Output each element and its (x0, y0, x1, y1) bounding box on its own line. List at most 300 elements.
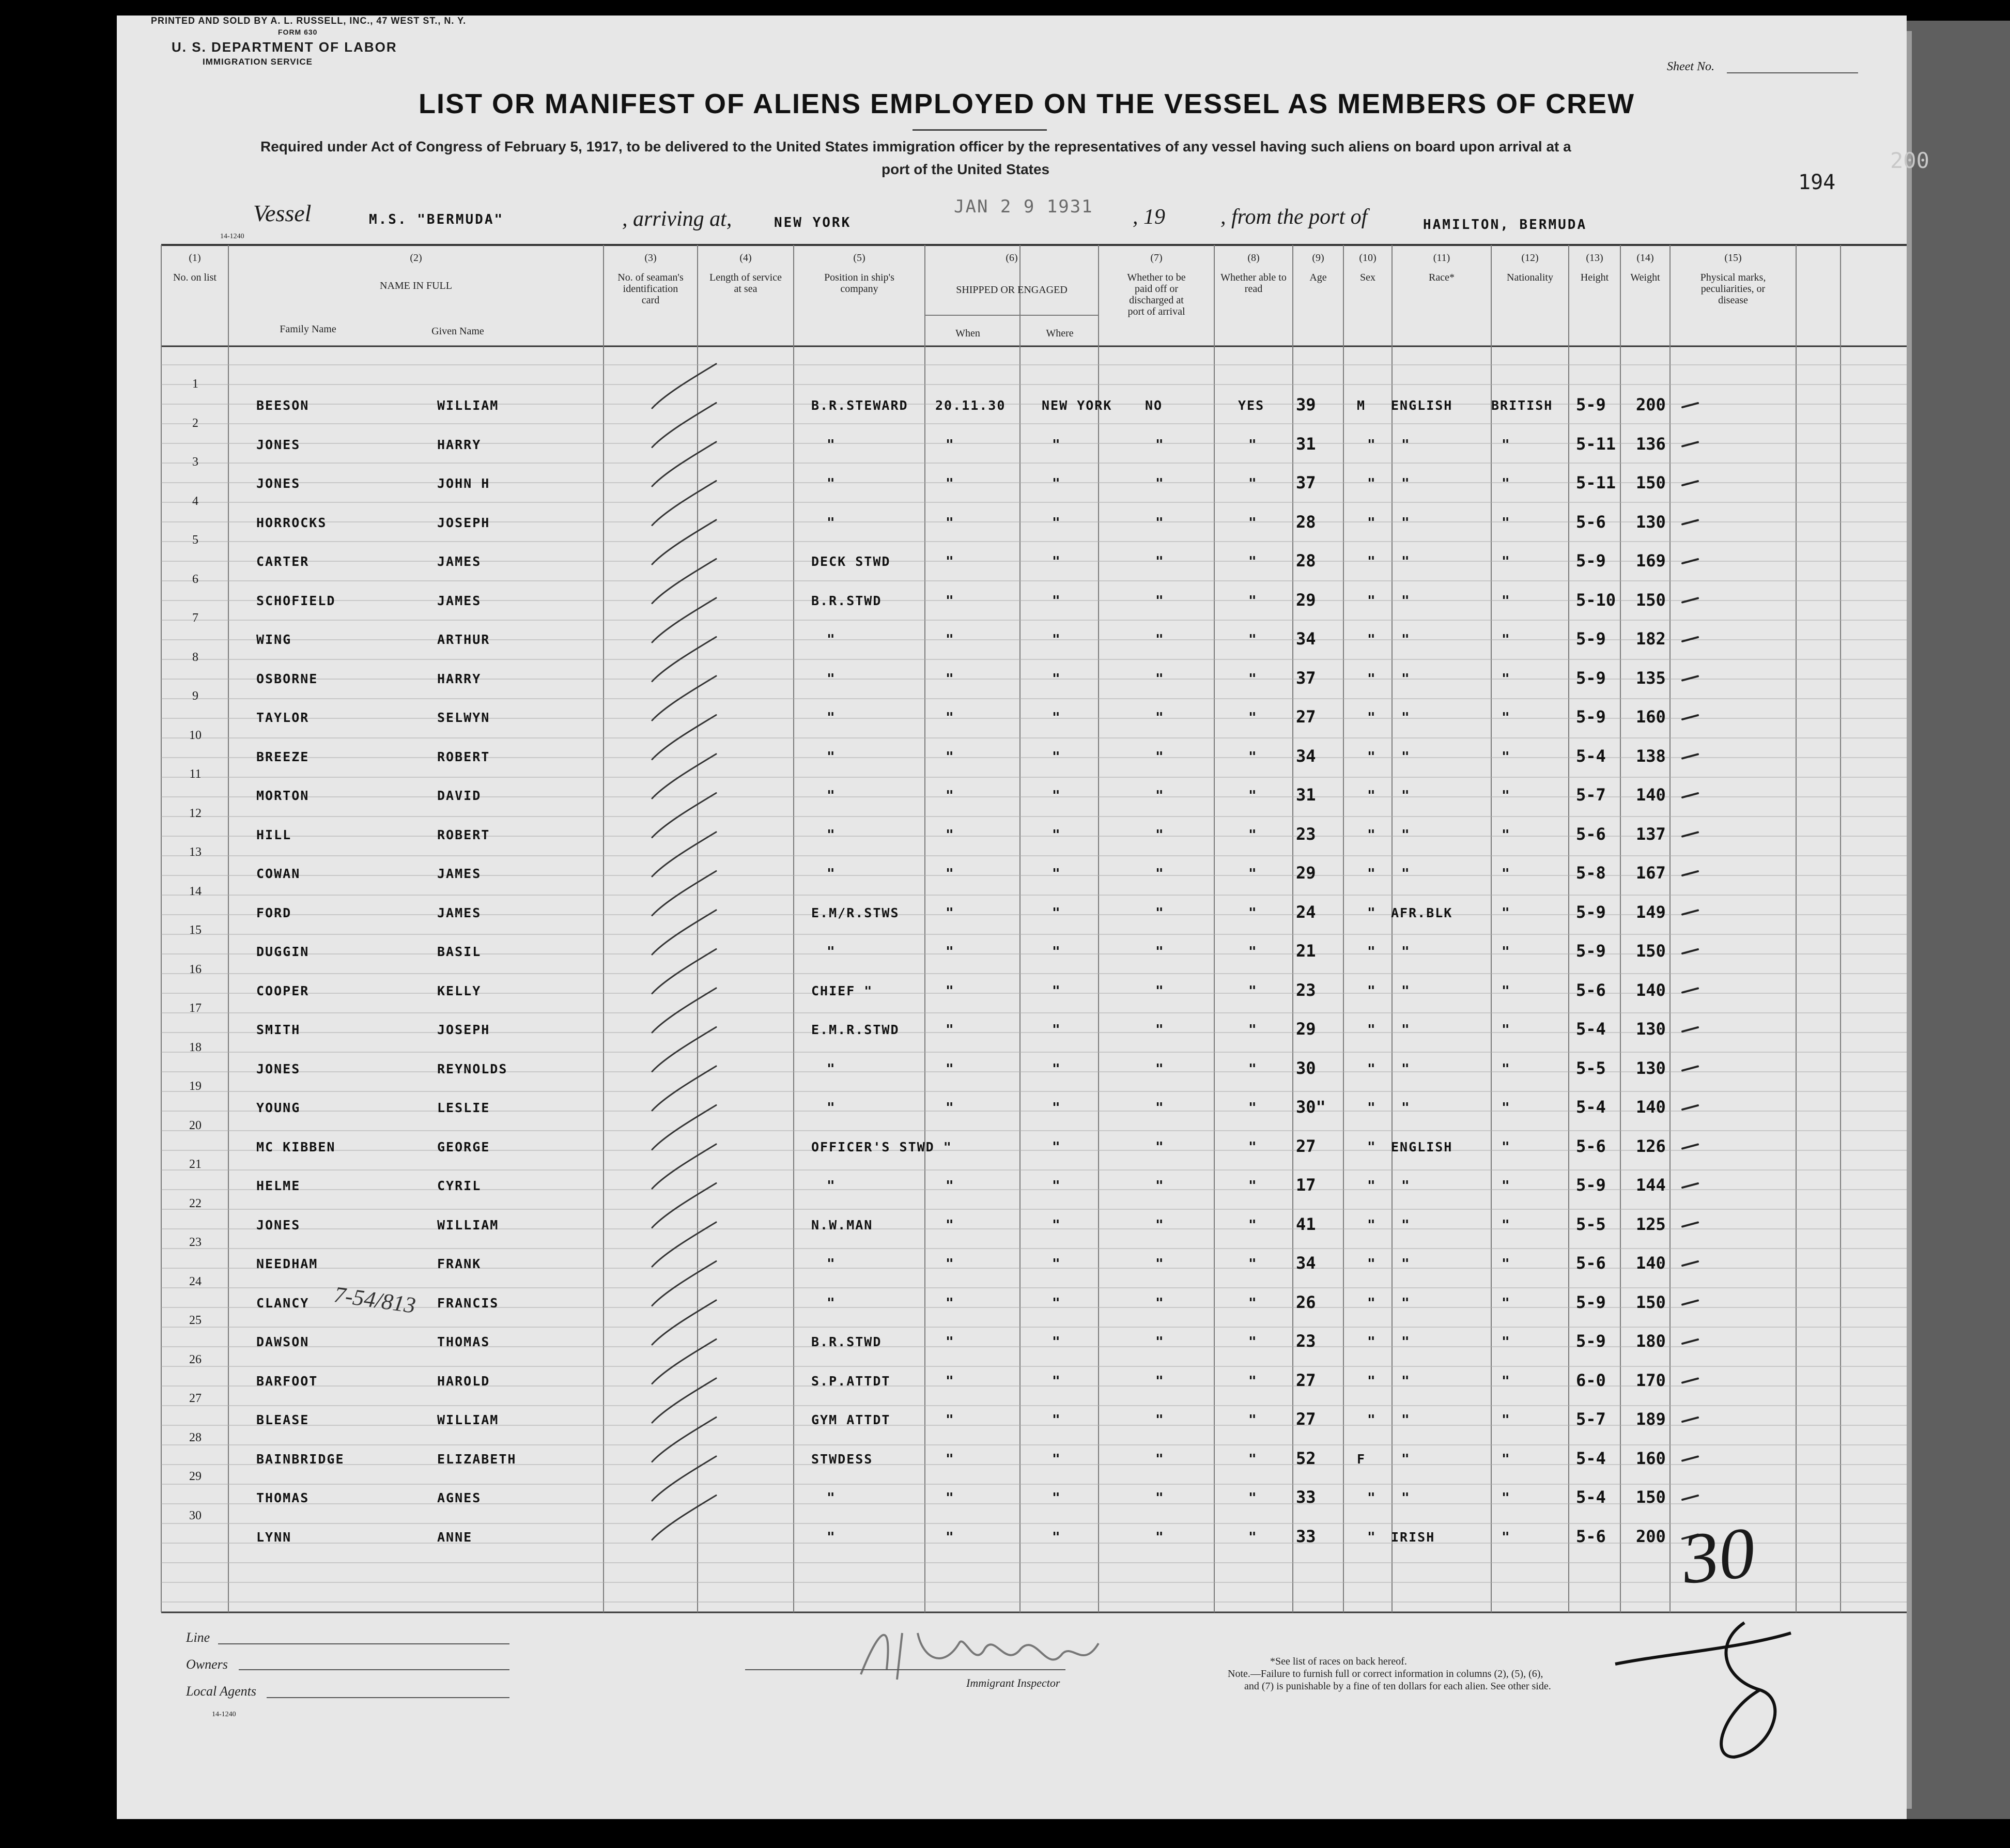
cell-position: " (827, 710, 835, 726)
cell-given: ROBERT (437, 827, 490, 842)
cell-race: " (1401, 983, 1410, 999)
cell-sex: " (1367, 554, 1375, 569)
cell-age: 41 (1296, 1214, 1316, 1234)
cell-race: " (1401, 1451, 1410, 1467)
column-number-8: (8) (1247, 252, 1260, 264)
cell-paid: " (1155, 554, 1164, 569)
cell-read: " (1248, 749, 1257, 765)
cell-nationality: " (1502, 1373, 1510, 1389)
cell-age: 34 (1296, 1253, 1316, 1273)
cell-family: LYNN (256, 1529, 292, 1545)
cell-paid: " (1155, 866, 1164, 882)
column-number-9: (9) (1312, 252, 1324, 264)
cell-nationality: " (1502, 515, 1510, 531)
cell-given: JAMES (437, 905, 482, 920)
cell-given: REYNOLDS (437, 1061, 508, 1076)
cell-position: " (827, 866, 835, 882)
cell-height: 5-6 (1576, 1136, 1606, 1156)
cell-paid: " (1155, 632, 1164, 648)
cell-family: YOUNG (256, 1100, 301, 1115)
cell-paid: " (1155, 827, 1164, 843)
cell-given: JAMES (437, 593, 482, 608)
cell-age: 52 (1296, 1448, 1316, 1468)
cell-when: " (946, 671, 954, 687)
row-number: 6 (192, 572, 198, 586)
cell-given: HARRY (437, 671, 482, 686)
cell-nationality: " (1502, 1139, 1510, 1155)
cell-read: YES (1238, 398, 1265, 413)
cell-position: " (827, 1061, 835, 1077)
cell-where: " (1052, 905, 1060, 921)
cell-weight: 140 (1636, 1097, 1666, 1117)
cell-position: " (827, 671, 835, 687)
subtitle-line-2: port of the United States (882, 161, 1050, 177)
agents-underline (267, 1697, 509, 1698)
cell-when: " (946, 1022, 954, 1038)
cell-race: " (1401, 1178, 1410, 1194)
cell-when: " (946, 944, 954, 960)
when-header: When (955, 328, 980, 339)
cell-read: " (1248, 1529, 1257, 1545)
column-header-1: No. on list (173, 272, 217, 283)
cell-family: HILL (256, 827, 292, 842)
cell-sex: " (1367, 476, 1375, 491)
cell-paid: " (1155, 515, 1164, 531)
cell-nationality: " (1502, 944, 1510, 960)
cell-height: 5-4 (1576, 1097, 1606, 1117)
cell-given: ROBERT (437, 749, 490, 764)
title-rule (913, 129, 1047, 131)
cell-read: " (1248, 1490, 1257, 1506)
cell-weight: 150 (1636, 1292, 1666, 1312)
cell-position: " (827, 515, 835, 531)
column-number-11: (11) (1433, 252, 1450, 264)
row-number: 7 (192, 611, 198, 625)
cell-family: JONES (256, 1061, 301, 1076)
footer-form-code: 14-1240 (212, 1711, 236, 1718)
cell-given: THOMAS (437, 1334, 490, 1349)
cell-where: " (1052, 710, 1060, 726)
cell-weight: 170 (1636, 1370, 1666, 1390)
cell-position: " (827, 1178, 835, 1194)
cell-weight: 140 (1636, 1253, 1666, 1273)
cell-sex: " (1367, 788, 1375, 804)
cell-race: " (1401, 593, 1410, 609)
cell-height: 5-9 (1576, 941, 1606, 961)
cell-sex: " (1367, 1178, 1375, 1194)
cell-read: " (1248, 1256, 1257, 1272)
cell-race: " (1401, 671, 1410, 687)
cell-age: 34 (1296, 746, 1316, 766)
row-number: 21 (189, 1158, 202, 1171)
row-number: 13 (189, 845, 202, 859)
cell-sex: " (1367, 671, 1375, 687)
cell-when: " (946, 515, 954, 531)
column-header-9: Age (1309, 272, 1327, 283)
cell-height: 5-6 (1576, 1253, 1606, 1273)
cell-sex: " (1367, 944, 1375, 960)
cell-age: 28 (1296, 512, 1316, 532)
cell-where: " (1052, 1139, 1060, 1155)
cell-family: BARFOOT (256, 1373, 318, 1389)
header-form-code: 14-1240 (220, 233, 244, 240)
row-number: 1 (192, 377, 198, 391)
cell-height: 5-9 (1576, 395, 1606, 414)
cell-paid: " (1155, 905, 1164, 921)
cell-position: DECK STWD (811, 554, 891, 569)
cell-race: " (1401, 1256, 1410, 1272)
cell-position: GYM ATTDT (811, 1412, 891, 1427)
cell-where: " (1052, 1178, 1060, 1194)
cell-race: " (1401, 944, 1410, 960)
cell-nationality: " (1502, 710, 1510, 726)
cell-paid: " (1155, 1100, 1164, 1116)
races-note: *See list of races on back hereof. (1270, 1656, 1407, 1667)
department-label: U. S. DEPARTMENT OF LABOR (172, 39, 397, 55)
cell-position: " (827, 476, 835, 491)
cell-where: " (1052, 1022, 1060, 1038)
cell-weight: 137 (1636, 824, 1666, 844)
cell-age: 33 (1296, 1487, 1316, 1507)
cell-read: " (1248, 515, 1257, 531)
column-number-6: (6) (1006, 252, 1018, 264)
cell-family: BEESON (256, 398, 310, 413)
row-number: 3 (192, 455, 198, 469)
column-header-10: Sex (1360, 272, 1375, 283)
cell-family: JONES (256, 1217, 301, 1233)
cell-nationality: " (1502, 1295, 1510, 1311)
cell-paid: " (1155, 1256, 1164, 1272)
cell-read: " (1248, 1139, 1257, 1155)
cell-height: 5-9 (1576, 1292, 1606, 1312)
cell-age: 30" (1296, 1097, 1326, 1117)
cell-sex: " (1367, 1529, 1375, 1545)
cell-position: OFFICER'S STWD " (811, 1139, 952, 1154)
cell-where: " (1052, 554, 1060, 569)
cell-paid: " (1155, 1061, 1164, 1077)
row-number: 15 (189, 923, 202, 937)
row-number: 27 (189, 1392, 202, 1405)
cell-read: " (1248, 827, 1257, 843)
cell-family: COWAN (256, 866, 301, 881)
cell-family: HELME (256, 1178, 301, 1193)
cell-given: ELIZABETH (437, 1451, 517, 1467)
cell-read: " (1248, 671, 1257, 687)
cell-family: MORTON (256, 788, 310, 803)
cell-height: 5-9 (1576, 902, 1606, 922)
cell-weight: 167 (1636, 863, 1666, 883)
sheet-number-line (1727, 72, 1858, 73)
cell-nationality: " (1502, 1217, 1510, 1233)
cell-family: SCHOFIELD (256, 593, 336, 608)
cell-paid: " (1155, 749, 1164, 765)
cell-paid: " (1155, 1217, 1164, 1233)
date-stamp: JAN 2 9 1931 (954, 196, 1093, 217)
cell-height: 5-9 (1576, 629, 1606, 649)
cell-position: " (827, 1490, 835, 1506)
cell-position: " (827, 944, 835, 960)
cell-height: 5-8 (1576, 863, 1606, 883)
owners-underline (239, 1669, 509, 1670)
cell-given: AGNES (437, 1490, 482, 1505)
cell-family: BLEASE (256, 1412, 310, 1427)
cell-weight: 138 (1636, 746, 1666, 766)
cell-given: GEORGE (437, 1139, 490, 1154)
cell-when: " (946, 1373, 954, 1389)
column-number-3: (3) (644, 252, 657, 264)
cell-position: S.P.ATTDT (811, 1373, 891, 1389)
column-number-5: (5) (853, 252, 865, 264)
fine-note-line-1: Note.—Failure to furnish full or correct information in columns (2), (5), (6), (1228, 1668, 1543, 1680)
cell-family: BREEZE (256, 749, 310, 764)
row-number: 24 (189, 1274, 202, 1288)
cell-paid: NO (1145, 398, 1163, 413)
printer-line: PRINTED AND SOLD BY A. L. RUSSELL, INC., 47 WEST ST., N. Y. (151, 16, 467, 26)
column-number-2: (2) (410, 252, 422, 264)
cell-read: " (1248, 1451, 1257, 1467)
cell-weight: 130 (1636, 1019, 1666, 1039)
cell-weight: 136 (1636, 434, 1666, 454)
cell-sex: " (1367, 983, 1375, 999)
column-number-14: (14) (1636, 252, 1654, 264)
handwritten-annotation: 7-54/813 (332, 1282, 418, 1318)
cell-where: NEW YORK (1042, 398, 1112, 413)
cell-sex: " (1367, 1412, 1375, 1428)
cell-when: " (946, 1256, 954, 1272)
cell-when: " (946, 710, 954, 726)
cell-height: 5-5 (1576, 1058, 1606, 1078)
cell-height: 5-6 (1576, 1526, 1606, 1546)
cell-when: " (946, 866, 954, 882)
cell-when: " (946, 593, 954, 609)
row-number: 29 (189, 1470, 202, 1483)
column-number-7: (7) (1150, 252, 1163, 264)
cell-family: DAWSON (256, 1334, 310, 1349)
cell-height: 5-7 (1576, 785, 1606, 805)
cell-read: " (1248, 1295, 1257, 1311)
cell-nationality: " (1502, 983, 1510, 999)
arriving-port: NEW YORK (774, 215, 852, 230)
cell-position: B.R.STWD (811, 1334, 882, 1349)
cell-race: " (1401, 1100, 1410, 1116)
cell-race: " (1401, 1061, 1410, 1077)
cell-position: B.R.STWD (811, 593, 882, 608)
column-number-4: (4) (739, 252, 752, 264)
owners-label: Owners (186, 1657, 228, 1672)
inspector-signature-line (745, 1669, 1065, 1670)
cell-given: WILLIAM (437, 1412, 499, 1427)
cell-race: IRISH (1391, 1529, 1435, 1545)
cell-where: " (1052, 1100, 1060, 1116)
cell-height: 5-9 (1576, 551, 1606, 571)
cell-age: 24 (1296, 902, 1316, 922)
row-number: 23 (189, 1236, 202, 1249)
cell-height: 6-0 (1576, 1370, 1606, 1390)
cell-nationality: " (1502, 749, 1510, 765)
cell-age: 27 (1296, 1409, 1316, 1429)
cell-when: " (946, 1178, 954, 1194)
cell-nationality: " (1502, 671, 1510, 687)
cell-paid: " (1155, 1139, 1164, 1155)
cell-given: WILLIAM (437, 398, 499, 413)
cell-where: " (1052, 1373, 1060, 1389)
cell-race: " (1401, 1295, 1410, 1311)
cell-when: " (946, 1217, 954, 1233)
cell-height: 5-9 (1576, 1175, 1606, 1195)
column-header-13: Height (1580, 272, 1609, 283)
row-number: 25 (189, 1314, 202, 1327)
cell-paid: " (1155, 1529, 1164, 1545)
cell-family: JONES (256, 476, 301, 491)
column-header-11: Race* (1429, 272, 1455, 283)
cell-where: " (1052, 788, 1060, 804)
cell-where: " (1052, 1490, 1060, 1506)
cell-nationality: " (1502, 905, 1510, 921)
cell-when: " (946, 1490, 954, 1506)
cell-family: JONES (256, 437, 301, 452)
cell-when: " (946, 632, 954, 648)
form-number: FORM 630 (278, 28, 318, 36)
column-number-13: (13) (1586, 252, 1603, 264)
from-port: HAMILTON, BERMUDA (1423, 217, 1587, 233)
cell-position: " (827, 1295, 835, 1311)
cell-nationality: " (1502, 1529, 1510, 1545)
column-header-5: Position in ship's company (824, 272, 894, 295)
cell-family: DUGGIN (256, 944, 310, 959)
row-number: 10 (189, 728, 202, 742)
cell-sex: " (1367, 866, 1375, 882)
service-label: IMMIGRATION SERVICE (203, 57, 313, 67)
row-number: 20 (189, 1118, 202, 1132)
cell-given: DAVID (437, 788, 482, 803)
cell-race: " (1401, 749, 1410, 765)
cell-read: " (1248, 1334, 1257, 1350)
cell-nationality: " (1502, 1334, 1510, 1350)
cell-race: " (1401, 1373, 1410, 1389)
cell-race: AFR.BLK (1391, 905, 1453, 920)
cell-where: " (1052, 749, 1060, 765)
cell-nationality: " (1502, 866, 1510, 882)
cell-weight: 149 (1636, 902, 1666, 922)
sheet-label: Sheet No. (1667, 60, 1714, 73)
cell-weight: 150 (1636, 473, 1666, 492)
fine-note-line-2: and (7) is punishable by a fine of ten dollars for each alien. See other side. (1244, 1681, 1551, 1692)
manifest-sheet (117, 16, 1929, 1819)
cell-height: 5-4 (1576, 1019, 1606, 1039)
cell-where: " (1052, 1061, 1060, 1077)
cell-nationality: " (1502, 788, 1510, 804)
cell-paid: " (1155, 710, 1164, 726)
cell-paid: " (1155, 1373, 1164, 1389)
cell-height: 5-9 (1576, 668, 1606, 688)
roll-number: 200 (1890, 148, 1929, 173)
cell-position: " (827, 827, 835, 843)
cell-when: " (946, 1451, 954, 1467)
row-number: 11 (189, 767, 202, 781)
cell-family: THOMAS (256, 1490, 310, 1505)
cell-race: " (1401, 1022, 1410, 1038)
cell-when: " (946, 788, 954, 804)
cell-sex: " (1367, 632, 1375, 648)
cell-weight: 180 (1636, 1331, 1666, 1351)
cell-where: " (1052, 632, 1060, 648)
cell-given: FRANK (437, 1256, 482, 1271)
cell-weight: 160 (1636, 707, 1666, 727)
cell-age: 28 (1296, 551, 1316, 571)
cell-sex: " (1367, 593, 1375, 609)
cell-age: 31 (1296, 434, 1316, 454)
cell-family: FORD (256, 905, 292, 920)
cell-given: BASIL (437, 944, 482, 959)
cell-when: " (946, 1061, 954, 1077)
column-header-7: Whether to be paid off or discharged at port of arrival (1127, 272, 1186, 317)
cell-paid: " (1155, 1490, 1164, 1506)
cell-paid: " (1155, 983, 1164, 999)
cell-weight: 130 (1636, 512, 1666, 532)
cell-sex: M (1357, 398, 1366, 413)
cell-height: 5-11 (1576, 473, 1616, 492)
row-number: 5 (192, 533, 198, 547)
cell-age: 31 (1296, 785, 1316, 805)
cell-race: " (1401, 1217, 1410, 1233)
cell-race: " (1401, 866, 1410, 882)
vessel-label: Vessel (253, 200, 312, 226)
cell-read: " (1248, 1217, 1257, 1233)
cell-weight: 126 (1636, 1136, 1666, 1156)
cell-age: 30 (1296, 1058, 1316, 1078)
cell-when: " (946, 983, 954, 999)
cell-age: 21 (1296, 941, 1316, 961)
cell-given: FRANCIS (437, 1295, 499, 1311)
page-title: LIST OR MANIFEST OF ALIENS EMPLOYED ON THE VESSEL AS MEMBERS OF CREW (419, 88, 1635, 119)
cell-weight: 200 (1636, 1526, 1666, 1546)
cell-position: " (827, 1256, 835, 1272)
cell-when: " (946, 1529, 954, 1545)
cell-family: BAINBRIDGE (256, 1451, 345, 1467)
cell-sex: " (1367, 710, 1375, 726)
punch-holes (0, 16, 103, 1819)
cell-sex: " (1367, 749, 1375, 765)
cell-position: CHIEF " (811, 983, 873, 998)
cell-age: 34 (1296, 629, 1316, 649)
cell-weight: 140 (1636, 785, 1666, 805)
cell-age: 27 (1296, 1136, 1316, 1156)
cell-sex: " (1367, 1217, 1375, 1233)
cell-height: 5-6 (1576, 980, 1606, 1000)
cell-nationality: " (1502, 1061, 1510, 1077)
column-header-12: Nationality (1507, 272, 1553, 283)
cell-read: " (1248, 1022, 1257, 1038)
cell-age: 37 (1296, 668, 1316, 688)
cell-sex: " (1367, 1139, 1375, 1155)
cell-age: 23 (1296, 824, 1316, 844)
cell-race: " (1401, 476, 1410, 491)
cell-nationality: " (1502, 1412, 1510, 1428)
cell-when: " (946, 476, 954, 491)
cell-where: " (1052, 1334, 1060, 1350)
cell-sex: " (1367, 905, 1375, 921)
row-number: 8 (192, 650, 198, 664)
cell-weight: 150 (1636, 941, 1666, 961)
column-header-8: Whether able to read (1220, 272, 1287, 295)
cell-age: 37 (1296, 473, 1316, 492)
cell-given: LESLIE (437, 1100, 490, 1115)
cell-position: " (827, 749, 835, 765)
cell-position: E.M.R.STWD (811, 1022, 900, 1037)
cell-nationality: " (1502, 554, 1510, 569)
cell-race: " (1401, 1334, 1410, 1350)
cell-age: 29 (1296, 863, 1316, 883)
